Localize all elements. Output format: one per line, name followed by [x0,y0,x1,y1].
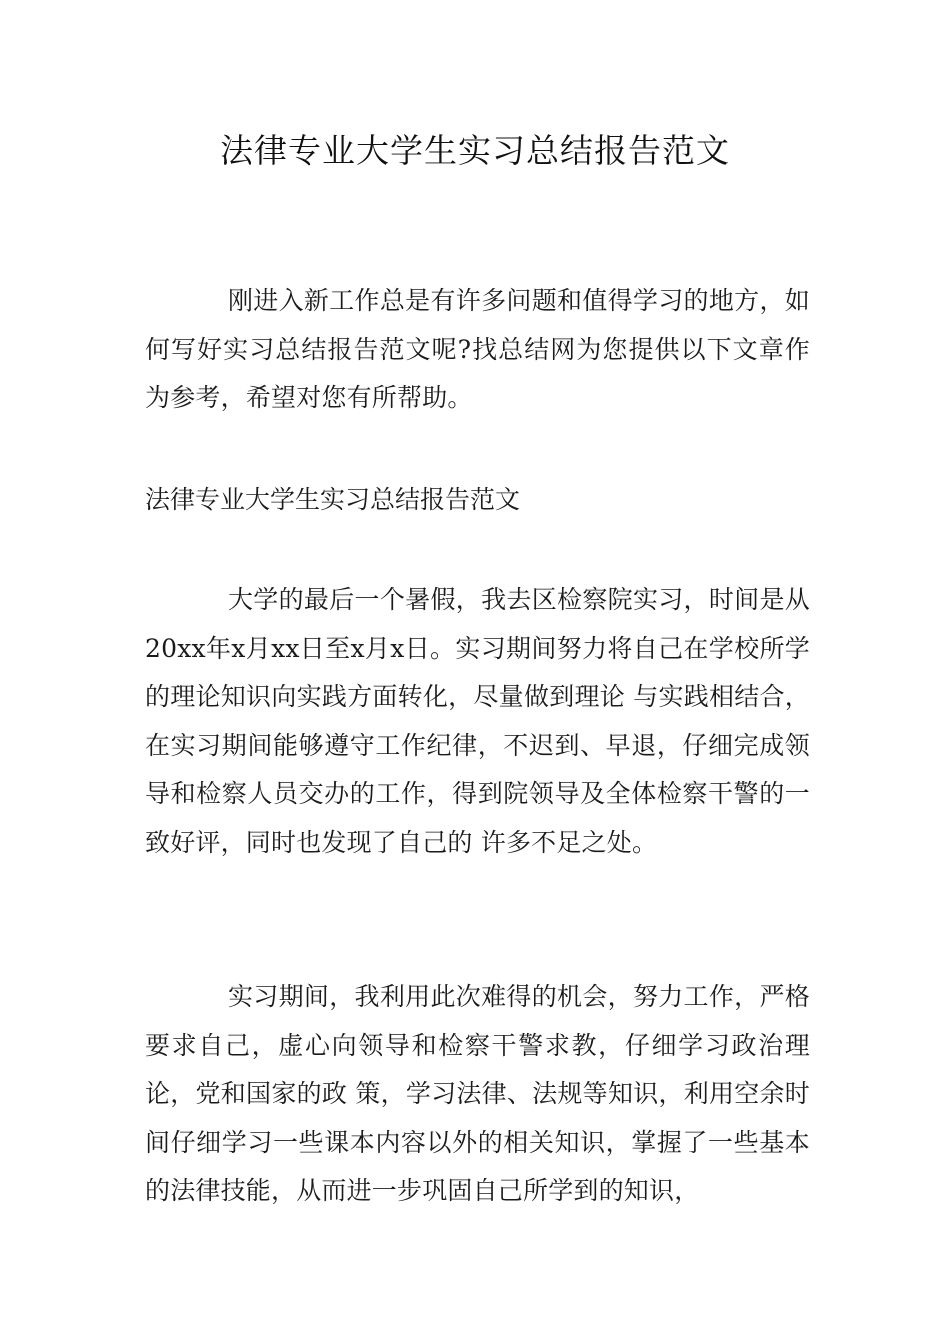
document-title: 法律专业大学生实习总结报告范文 [220,131,730,170]
body-paragraph-1: 大学的最后一个暑假，我去区检察院实习，时间是从20xx年x月xx日至x月x日。实习期间努力将自己在学校所学的理论知识向实践方面转化，尽量做到理论 与实践相结合，在实习期间能够遵守工作纪律，不迟到、早退，仔细完成领导和检察人员交办的工作，得到院领导及全体检察干警的一致好评，同时也发现了自己的 许多不足之处。 [145,585,810,857]
section-heading: 法律专业大学生实习总结报告范文 [145,485,521,514]
body-paragraph-2: 实习期间，我利用此次难得的机会，努力工作，严格要求自己，虚心向领导和检察干警求教，仔细学习政治理论，党和国家的政 策，学习法律、法规等知识，利用空余时间仔细学习一些课本内容以外的相关知识，掌握了一些基本的法律技能，从而进一步巩固自己所学到的知识， [145,982,810,1206]
intro-paragraph: 刚进入新工作总是有许多问题和值得学习的地方，如何写好实习总结报告范文呢?找总结网为您提供以下文章作为参考，希望对您有所帮助。 [145,286,810,413]
